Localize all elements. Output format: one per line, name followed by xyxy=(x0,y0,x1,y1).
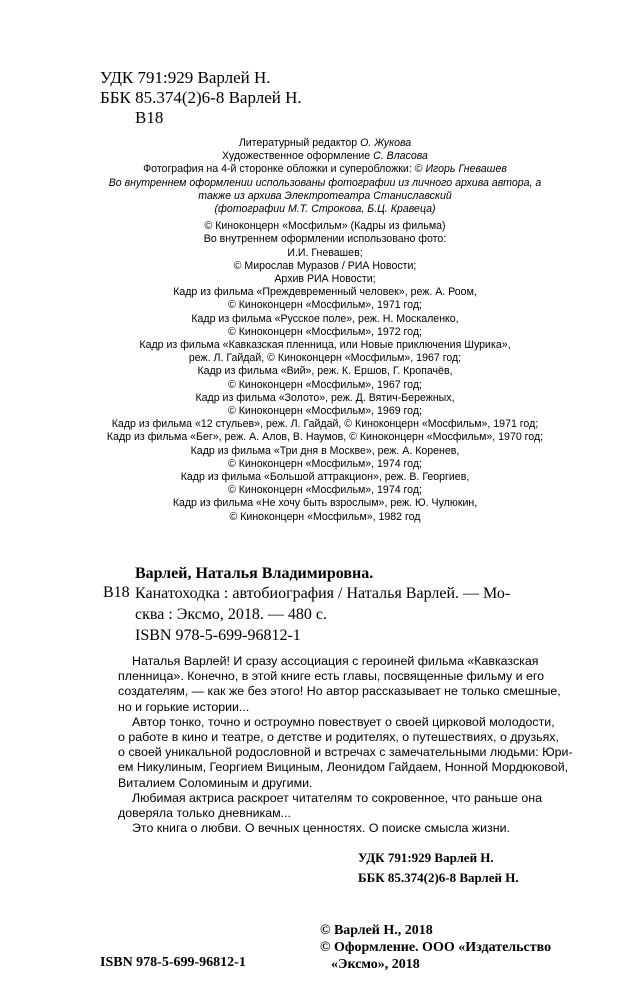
still-credit-line: © Киноконцерн «Мосфильм», 1982 год xyxy=(229,510,421,523)
annotation-line: но и горькие истории... xyxy=(118,699,250,714)
annotation-line: Автор тонко, точно и остроумно повествует о своей цирковой молодости, xyxy=(132,714,555,729)
still-credit-line: Кадр из фильма «Золото», реж. Д. Вятич-Бережных, xyxy=(195,391,455,404)
catalog-title-line: сква : Эксмо, 2018. — 480 с. xyxy=(135,606,328,623)
annotation-line: Виталием Соломиным и другими. xyxy=(118,775,313,790)
still-credit-line: Кадр из фильма «Русское поле», реж. Н. Москаленко, xyxy=(191,312,459,325)
footer-udk: УДК 791:929 Варлей Н. xyxy=(358,850,494,865)
footer-bbk: ББК 85.374(2)6-8 Варлей Н. xyxy=(358,870,519,885)
footer-isbn: ISBN 978-5-699-96812-1 xyxy=(100,955,246,970)
annotation-line: ем Никулиным, Георгием Вициным, Леонидом Гайдаем, Нонной Мордюковой, xyxy=(118,760,569,775)
editor-name: О. Жукова xyxy=(360,137,412,149)
bbk-code: ББК 85.374(2)6-8 Варлей Н. xyxy=(100,88,302,107)
still-credit-line: Кадр из фильма «Кавказская пленница, или Новые приключения Шурика», xyxy=(139,339,511,352)
copyright-author: © Варлей Н., 2018 xyxy=(320,923,433,938)
catalog-title-line: Канатоходка : автобиография / Наталья Варлей. — Мо- xyxy=(135,585,511,602)
still-credit-line: Кадр из фильма «Бег», реж. А. Алов, В. Наумов, © Киноконцерн «Мосфильм», 1970 год; xyxy=(106,431,544,444)
design-credit: Художественное оформление С. Власова xyxy=(222,150,428,163)
still-credit-line: © Киноконцерн «Мосфильм», 1972 год; xyxy=(228,325,422,338)
still-credit-line: Кадр из фильма «Большой аттракцион», реж. В. Георгиев, xyxy=(180,471,470,484)
still-credit-line: Кадр из фильма «12 стульев», реж. Л. Гайдай, © Киноконцерн «Мосфильм», 1971 год; xyxy=(111,418,539,431)
editor-credit: Литературный редактор О. Жукова xyxy=(238,137,412,149)
annotation-line: о работе в кино и театре, о детстве и родителях, о путешествиях, о друзьях, xyxy=(118,730,559,745)
annotation-line: Любимая актриса раскроет читателям то сокровенное, что раньше она xyxy=(132,790,542,805)
still-credit-line: © Киноконцерн «Мосфильм», 1967 год; xyxy=(228,378,422,391)
credits-block xyxy=(90,137,560,524)
still-credit-line: © Мирослав Муразов / РИА Новости; xyxy=(233,259,417,272)
still-credit-line: Кадр из фильма «Три дня в Москве», реж. А. Коренев, xyxy=(190,444,460,457)
still-credit-line: Кадр из фильма «Не хочу быть взрослым», реж. Ю. Чулюкин, xyxy=(172,497,478,510)
still-credit-line: Кадр из фильма «Преждевременный человек», реж. А. Роом, xyxy=(173,286,477,299)
archive-credit-line: Во внутреннем оформлении использованы фотографии из личного архива автора, а xyxy=(108,176,542,189)
catalog-author: Варлей, Наталья Владимировна. xyxy=(135,565,374,582)
photo-credit: Фотография на 4-й сторонке обложки и суперобложки: © Игорь Гневашев xyxy=(143,163,507,176)
author-mark: В18 xyxy=(135,108,164,127)
still-credit-line: © Киноконцерн «Мосфильм» (Кадры из фильма) xyxy=(204,220,446,233)
copyright-design: © Оформление. ООО «Издательство xyxy=(320,940,552,955)
catalog-code: В18 xyxy=(103,584,130,601)
still-credit-line: Во внутреннем оформлении использовано фото: xyxy=(203,233,447,246)
still-credit-line: © Киноконцерн «Мосфильм», 1974 год; xyxy=(228,457,422,470)
still-credit-line: Кадр из фильма «Вий», реж. К. Ершов, Г. Кропачёв, xyxy=(197,365,453,378)
annotation-block xyxy=(118,654,573,836)
annotation-line: о своей уникальной родословной и встречах с замечательными людьми: Юри- xyxy=(118,745,573,760)
copyright-design: «Эксмо», 2018 xyxy=(331,957,420,972)
archive-credit-line: также из архива Электротеатра Станиславский xyxy=(198,189,452,202)
annotation-line: Это книга о любви. О вечных ценностях. О поиске смысла жизни. xyxy=(132,821,510,836)
designer-name: С. Власова xyxy=(373,150,428,163)
still-credit-line: реж. Л. Гайдай, © Киноконцерн «Мосфильм», 1967 год; xyxy=(188,352,462,365)
catalog-isbn: ISBN 978-5-699-96812-1 xyxy=(135,627,301,644)
photographer-name: Игорь Гневашев xyxy=(425,163,507,176)
annotation-line: пленница». Конечно, в этой книге есть главы, посвященные фильму и его xyxy=(118,669,545,684)
still-credit-line: © Киноконцерн «Мосфильм», 1971 год; xyxy=(228,299,422,312)
still-credit-line: © Киноконцерн «Мосфильм», 1969 год; xyxy=(228,405,422,418)
udk-code: УДК 791:929 Варлей Н. xyxy=(100,68,271,87)
annotation-line: Наталья Варлей! И сразу ассоциация с героиней фильма «Кавказская xyxy=(132,654,539,668)
still-credit-line: И.И. Гневашев; xyxy=(287,246,363,259)
annotation-line: доверяла только дневникам... xyxy=(118,806,291,821)
annotation-line: создателям, — как же без этого! Но автор рассказывает не только смешные, xyxy=(118,684,561,699)
still-credit-line: Архив РИА Новости; xyxy=(274,273,376,286)
still-credit-line: © Киноконцерн «Мосфильм», 1974 год; xyxy=(228,484,422,497)
archive-credit-line: (фотографии М.Т. Строкова, Б.Ц. Кравеца) xyxy=(214,203,436,216)
